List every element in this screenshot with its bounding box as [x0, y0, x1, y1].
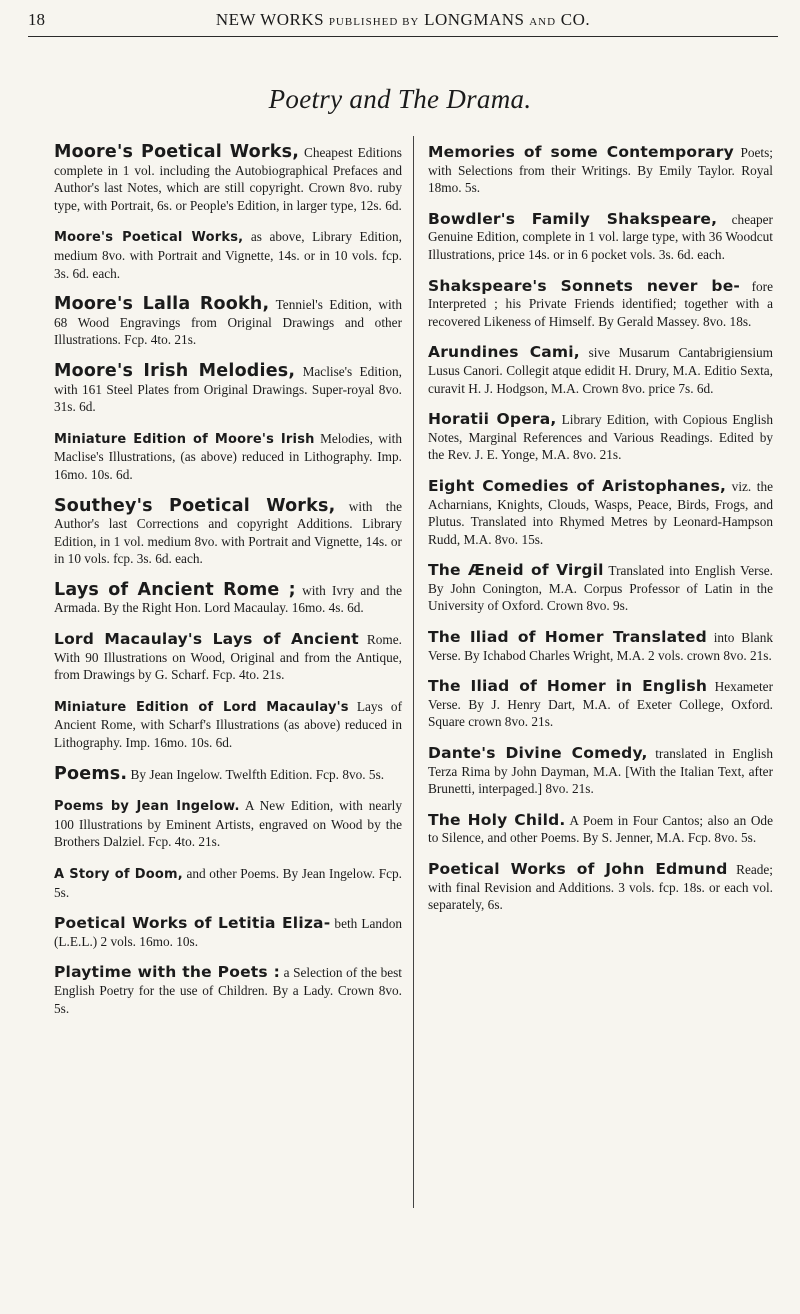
catalog-entry — [54, 579, 402, 617]
section-title: Poetry and The Drama. — [268, 84, 532, 114]
entry-text: viz. the Acharnians, Knights, Clouds, Wasps, Peace, Birds, Frogs, and Plutus. Translated into Rhymed Metres by Leonard-Hampson Rudd, M.A. 8vo. 15s. — [428, 478, 774, 547]
catalog-entry — [54, 763, 402, 784]
catalog-entry — [54, 698, 402, 752]
left-column — [54, 144, 402, 1031]
entry-text: Cheapest Editions complete in 1 vol. including the Autobiographical Prefaces and Author's last Notes, which are still copyright. Crown 8vo. ruby type, with Portrait, 6s. or People's Edition, in larger type, 12s. 6d. — [54, 145, 402, 213]
entry-text: with the Author's last Corrections and copyright Additions. Library Edition, in 1 vol. medium 8vo. with Portrait and Vignette, 14s. or in 10 vols. fcp. 3s. 6d. each. — [54, 498, 402, 567]
entry-heading: Poetical Works of Letitia Eliza- — [54, 914, 331, 933]
entry-text: sive Musarum Cantabrigiensium Lusus Canori. Collegit atque edidit H. Drury, M.A. Editio Sexta, curavit H. J. Hodgson, M.A. Crown 8vo. price 7s. 6d. — [428, 345, 774, 396]
entry-heading: Poems by Jean Ingelow. — [54, 799, 240, 815]
column-divider — [413, 136, 414, 1208]
running-head-part3: CO. — [560, 10, 591, 29]
entry-heading: Shakspeare's Sonnets never be- — [428, 276, 741, 295]
catalog-entry — [428, 812, 773, 847]
entry-text: Melodies, with Maclise's Illustrations, (as above) reduced in Lithography. Imp. 16mo. 10s. 6d. — [54, 430, 402, 482]
entry-heading: Poetical Works of John Edmund — [428, 860, 728, 878]
entry-heading: Miniature Edition of Moore's Irish — [54, 431, 315, 447]
entry-heading: The Iliad of Homer Translated — [428, 628, 707, 647]
page-number: 18 — [28, 10, 45, 29]
entry-heading: Eight Comedies of Aristophanes, — [428, 476, 727, 495]
catalog-entry — [428, 344, 773, 397]
running-head-part2: LONGMANS — [424, 10, 525, 29]
entry-heading: Arundines Cami, — [428, 343, 580, 362]
catalog-entry — [54, 296, 402, 349]
entry-heading: Horatii Opera, — [428, 410, 557, 429]
entry-text: Tenniel's Edition, with 68 Wood Engravings from Original Drawings and other Illustrations. Fcp. 4to. 21s. — [54, 297, 402, 348]
entry-heading: Moore's Irish Melodies, — [54, 360, 296, 381]
catalog-entry — [54, 915, 402, 950]
catalog-entry — [428, 629, 773, 664]
entry-text: Poets; with Selections from their Writings. By Emily Taylor. Royal 18mo. 5s. — [428, 145, 773, 196]
catalog-entry — [428, 678, 773, 731]
entry-text: A New Edition, with nearly 100 Illustrations by Eminent Artists, engraved on Wood by the Brothers Dalziel. Fcp. 4to. 21s. — [54, 798, 403, 850]
running-header — [28, 8, 778, 37]
entry-heading: Lord Macaulay's Lays of Ancient — [54, 630, 359, 649]
entry-heading: Miniature Edition of Lord Macaulay's — [54, 699, 349, 715]
entry-text: Lays of Ancient Rome, with Scharf's Illustrations (as above) reduced in Lithography. Imp. 16mo. 10s. 6d. — [54, 698, 402, 751]
catalog-entry — [428, 211, 773, 264]
running-head-part1: NEW WORKS — [215, 10, 325, 29]
catalog-entry — [428, 745, 773, 798]
entry-heading: Poems. — [54, 763, 128, 784]
entry-heading: Playtime with the Poets : — [54, 963, 281, 982]
catalog-entry — [428, 478, 773, 548]
entry-text: as above, Library Edition, medium 8vo. with Portrait and Vignette, 14s. or in 10 vols. fcp. 3s. 6d. each. — [54, 229, 402, 281]
entry-text: Rome. With 90 Illustrations on Wood, Original and from the Antique, from Drawings by G. Scharf. Fcp. 4to. 21s. — [54, 632, 402, 683]
entry-text: and other Poems. By Jean Ingelow. Fcp. 5s. — [54, 866, 402, 900]
entry-text: Library Edition, with Copious English Notes, Marginal References and Various Readings. Edited by the Rev. J. E. Yonge, M.A. 8vo. 21s. — [428, 412, 773, 463]
catalog-entry — [54, 495, 402, 568]
entry-text: a Selection of the best English Poetry for the use of Children. By a Lady. Crown 8vo. 5s. — [54, 965, 402, 1016]
catalog-entry — [428, 562, 773, 615]
catalog-entry — [54, 360, 403, 416]
entry-heading: The Æneid of Virgil — [428, 561, 604, 580]
entry-text: fore Interpreted ; his Private Friends identified; together with a recovered Likeness of Himself. By Gerald Massey. 8vo. 18s. — [428, 278, 773, 329]
entry-heading: Lays of Ancient Rome ; — [54, 579, 296, 600]
catalog-entry — [428, 278, 773, 331]
entry-heading: The Holy Child. — [428, 810, 566, 829]
entry-text: into Blank Verse. By Ichabod Charles Wright, M.A. 2 vols. crown 8vo. 21s. — [428, 630, 773, 663]
entry-heading: Memories of some Contemporary — [428, 143, 734, 161]
running-head-small: PUBLISHED BY — [328, 16, 420, 28]
catalog-entry — [54, 144, 402, 214]
catalog-entry — [54, 430, 402, 484]
entry-text: Reade; with final Revision and Additions. 3 vols. fcp. 18s. or each vol. separately, 6s. — [428, 862, 773, 913]
entry-heading: Moore's Poetical Works, — [54, 230, 244, 246]
entry-text: A Poem in Four Cantos; also an Ode to Silence, and other Poems. By S. Jenner, M.A. Fcp. 8vo. 5s. — [428, 812, 773, 846]
entry-heading: Southey's Poetical Works, — [54, 495, 336, 516]
entry-text: translated in English Terza Rima by John Dayman, M.A. [With the Italian Text, after Brunetti, interpaged.] 8vo. 21s. — [428, 746, 773, 797]
catalog-entry — [54, 631, 402, 684]
entry-heading: Bowdler's Family Shakspeare, — [428, 209, 718, 228]
catalog-entry — [428, 411, 773, 464]
catalog-entry — [428, 144, 773, 197]
entry-text: cheaper Genuine Edition, complete in 1 vol. large type, with 36 Woodcut Illustrations, price 14s. or in 6 pocket vols. 3s. 6d. each. — [428, 211, 773, 262]
right-column — [428, 144, 773, 928]
catalog-entry — [428, 861, 773, 914]
catalog-entry — [54, 797, 402, 851]
entry-text: with Ivry and the Armada. By the Right Hon. Lord Macaulay. 16mo. 4s. 6d. — [54, 582, 402, 616]
entry-heading: Moore's Poetical Works, — [54, 142, 300, 162]
running-head-small2: AND — [529, 16, 557, 28]
catalog-entry — [54, 964, 402, 1017]
entry-text: Hexameter Verse. By J. Henry Dart, M.A. of Exeter College, Oxford. Square crown 8vo. 21s. — [428, 679, 773, 730]
entry-text: beth Landon (L.E.L.) 2 vols. 16mo. 10s. — [54, 916, 402, 949]
running-head-title — [28, 10, 778, 30]
entry-text: Translated into English Verse. By John Conington, M.A. Corpus Professor of Latin in the University of Oxford. Crown 8vo. 9s. — [428, 563, 773, 614]
entry-heading: The Iliad of Homer in English — [428, 677, 708, 696]
catalog-entry — [54, 865, 402, 901]
entry-heading: Moore's Lalla Rookh, — [54, 294, 270, 315]
entry-heading: Dante's Divine Comedy, — [428, 744, 648, 763]
catalog-entry — [54, 228, 402, 282]
entry-text: Maclise's Edition, with 161 Steel Plates from Original Drawings. Super-royal 8vo. 31s. 6d. — [54, 363, 403, 415]
entry-text: By Jean Ingelow. Twelfth Edition. Fcp. 8vo. 5s. — [130, 766, 385, 782]
entry-heading: A Story of Doom, — [54, 867, 183, 882]
